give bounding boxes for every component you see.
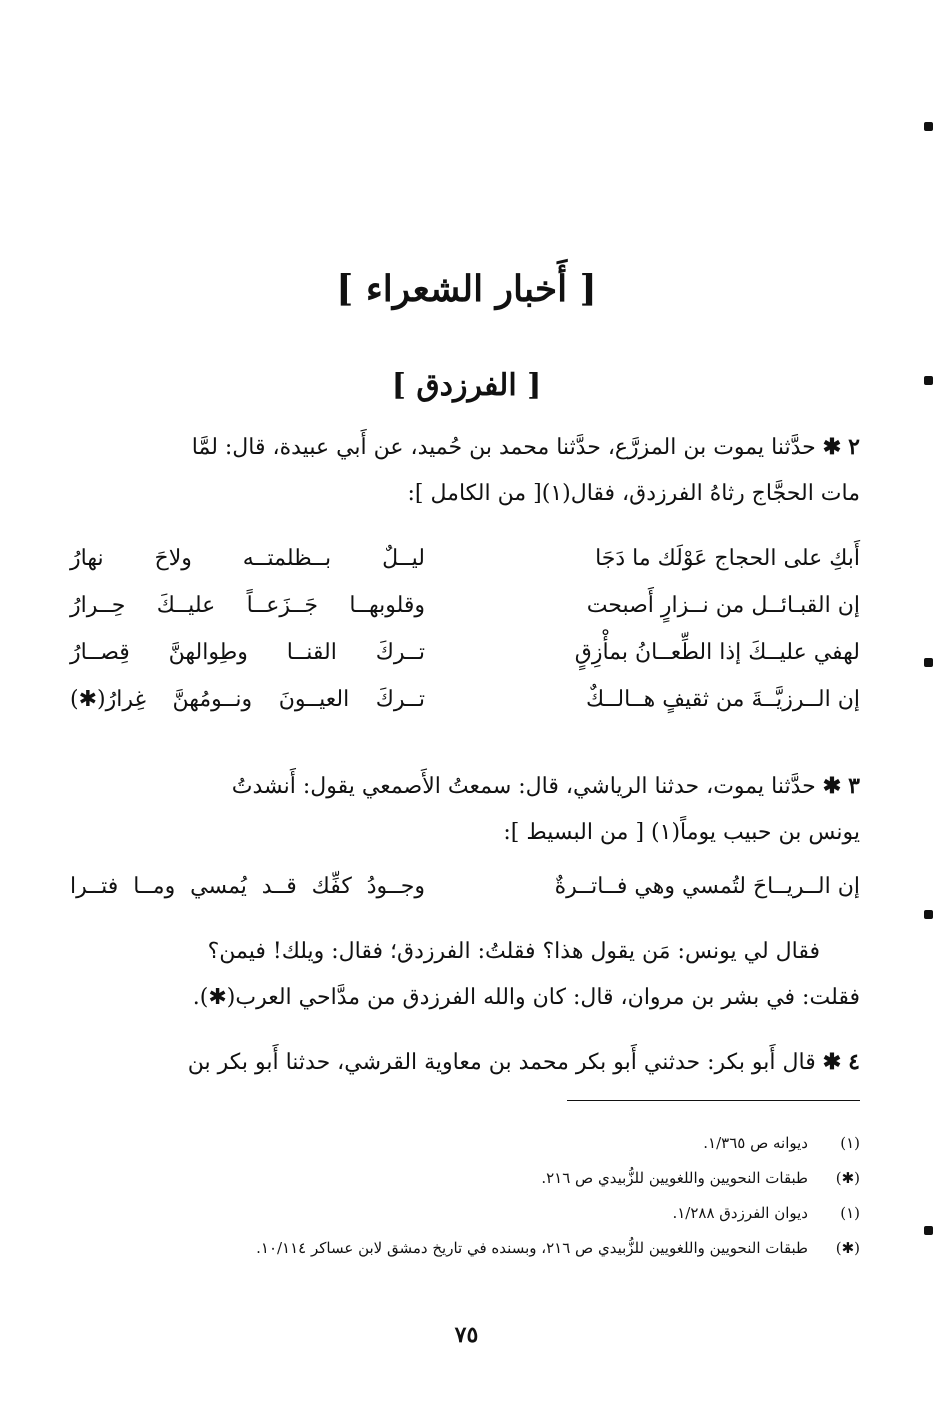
scan-mark [924, 122, 933, 131]
verse [70, 687, 860, 734]
footnote [70, 1128, 860, 1158]
footnote [70, 1163, 860, 1193]
verse-first-hemistich: إن الــريــاحَ لتُمسي وهي فــاتــرةٌ [554, 874, 860, 899]
item-2-line-2: مات الحجَّاج رثاهُ الفرزدق، فقال(١)[ من الكامل ]: [407, 481, 860, 506]
item-3-line-2: يونس بن حبيب يوماً(١) [ من البسيط ]: [503, 820, 860, 845]
verse-first-hemistich: إن الــرزيَّــةَ من ثقيفٍ هــالــكٌ [585, 687, 860, 712]
item-3-text-1: حدَّثنا يموت، حدثنا الرياشي، قال: سمعتُ الأَصمعي يقول: أَنشدتُ [231, 774, 816, 799]
item-number: ٢ [848, 434, 860, 460]
chapter-title: [ أَخبار الشعراء ] [336, 268, 597, 310]
verse-first-hemistich: لهفي عليــكَ إذا الطِّعــانُ بمأْزِقٍ [574, 640, 860, 665]
footnote-mark: (✱) [835, 1169, 860, 1187]
verse [70, 546, 860, 593]
verse [70, 593, 860, 640]
footnote-text: ديوانه ص ١/٣٦٥. [703, 1134, 808, 1152]
scan-mark [924, 910, 933, 919]
footnote [70, 1198, 860, 1228]
verse-first-hemistich: أَبكِ على الحجاج عَوْلَك ما دَجَا [595, 546, 860, 571]
scan-mark [924, 1226, 933, 1235]
asterisk-icon: ✱ [822, 1049, 842, 1075]
item-2-text-1: حدَّثنا يموت بن المزرَّع، حدَّثنا محمد بن حُميد، عن أَبي عبيدة، قال: لمَّا [191, 435, 816, 460]
scan-mark [924, 658, 933, 667]
footnotes [70, 1128, 860, 1263]
footnote-text: طبقات النحويين واللغويين للزُّبيدي ص ٢١٦. [541, 1169, 808, 1187]
verse [70, 874, 860, 921]
verse-second-hemistich: وقلوبهــا جَــزَعــاً عليــكَ حِــرارُ [70, 593, 425, 618]
verse-second-hemistich: تــركَ العيــونَ ونــومُهنَّ غِرارُ(✱) [70, 687, 425, 712]
item-4-text-1: قال أَبو بكر: حدثني أَبو بكر محمد بن معاوية القرشي، حدثنا أَبو بكر بن [187, 1050, 816, 1075]
page-number: ٧٥ [454, 1322, 479, 1348]
verse-second-hemistich: ليــلٌ بــظلمتــه ولاحَ نهارُ [70, 546, 425, 571]
item-number: ٤ [848, 1049, 860, 1075]
footnote-text: ديوان الفرزدق ١/٢٨٨. [672, 1204, 808, 1222]
footnote-mark: (١) [840, 1204, 860, 1222]
item-4-line-1 [70, 1039, 860, 1086]
asterisk-icon: ✱ [822, 773, 842, 799]
footnote-mark: (١) [840, 1134, 860, 1152]
asterisk-icon: ✱ [822, 434, 842, 460]
item-number: ٣ [848, 773, 860, 799]
item-3-paragraph [70, 763, 860, 856]
item-3-continuation [70, 929, 860, 1021]
item-2-paragraph [70, 424, 860, 517]
verse-first-hemistich: إن القبـائــل من نــزارٍ أَصبحت [586, 593, 860, 618]
section-title: [ الفرزدق ] [391, 368, 542, 403]
poem-2 [70, 874, 860, 921]
footnote-text: طبقات النحويين واللغويين للزُّبيدي ص ٢١٦، وبسنده في تاريخ دمشق لابن عساكر ١٠/١١٤. [256, 1239, 808, 1257]
footnote-mark: (✱) [835, 1239, 860, 1257]
verse-second-hemistich: تــركَ القنــا وطِوالهنَّ قِصــارُ [70, 640, 425, 665]
footnote-separator [567, 1100, 860, 1101]
item-4-paragraph [70, 1039, 860, 1086]
poem-1 [70, 546, 860, 734]
item-3-cont-line-1: فقال لي يونس: مَن يقول هذا؟ فقلتُ: الفرزدق؛ فقال: ويلك! فيمن؟ [207, 939, 820, 964]
item-2-line-1 [70, 424, 860, 471]
verse-second-hemistich: وجــودُ كفِّك قــد يُمسي ومــا فتــرا [70, 874, 425, 899]
footnote [70, 1233, 860, 1263]
item-3-line-1 [70, 763, 860, 810]
verse [70, 640, 860, 687]
item-3-cont-line-2: فقلت: في بشر بن مروان، قال: كان والله الفرزدق من مدَّاحي العرب(✱). [192, 985, 860, 1010]
